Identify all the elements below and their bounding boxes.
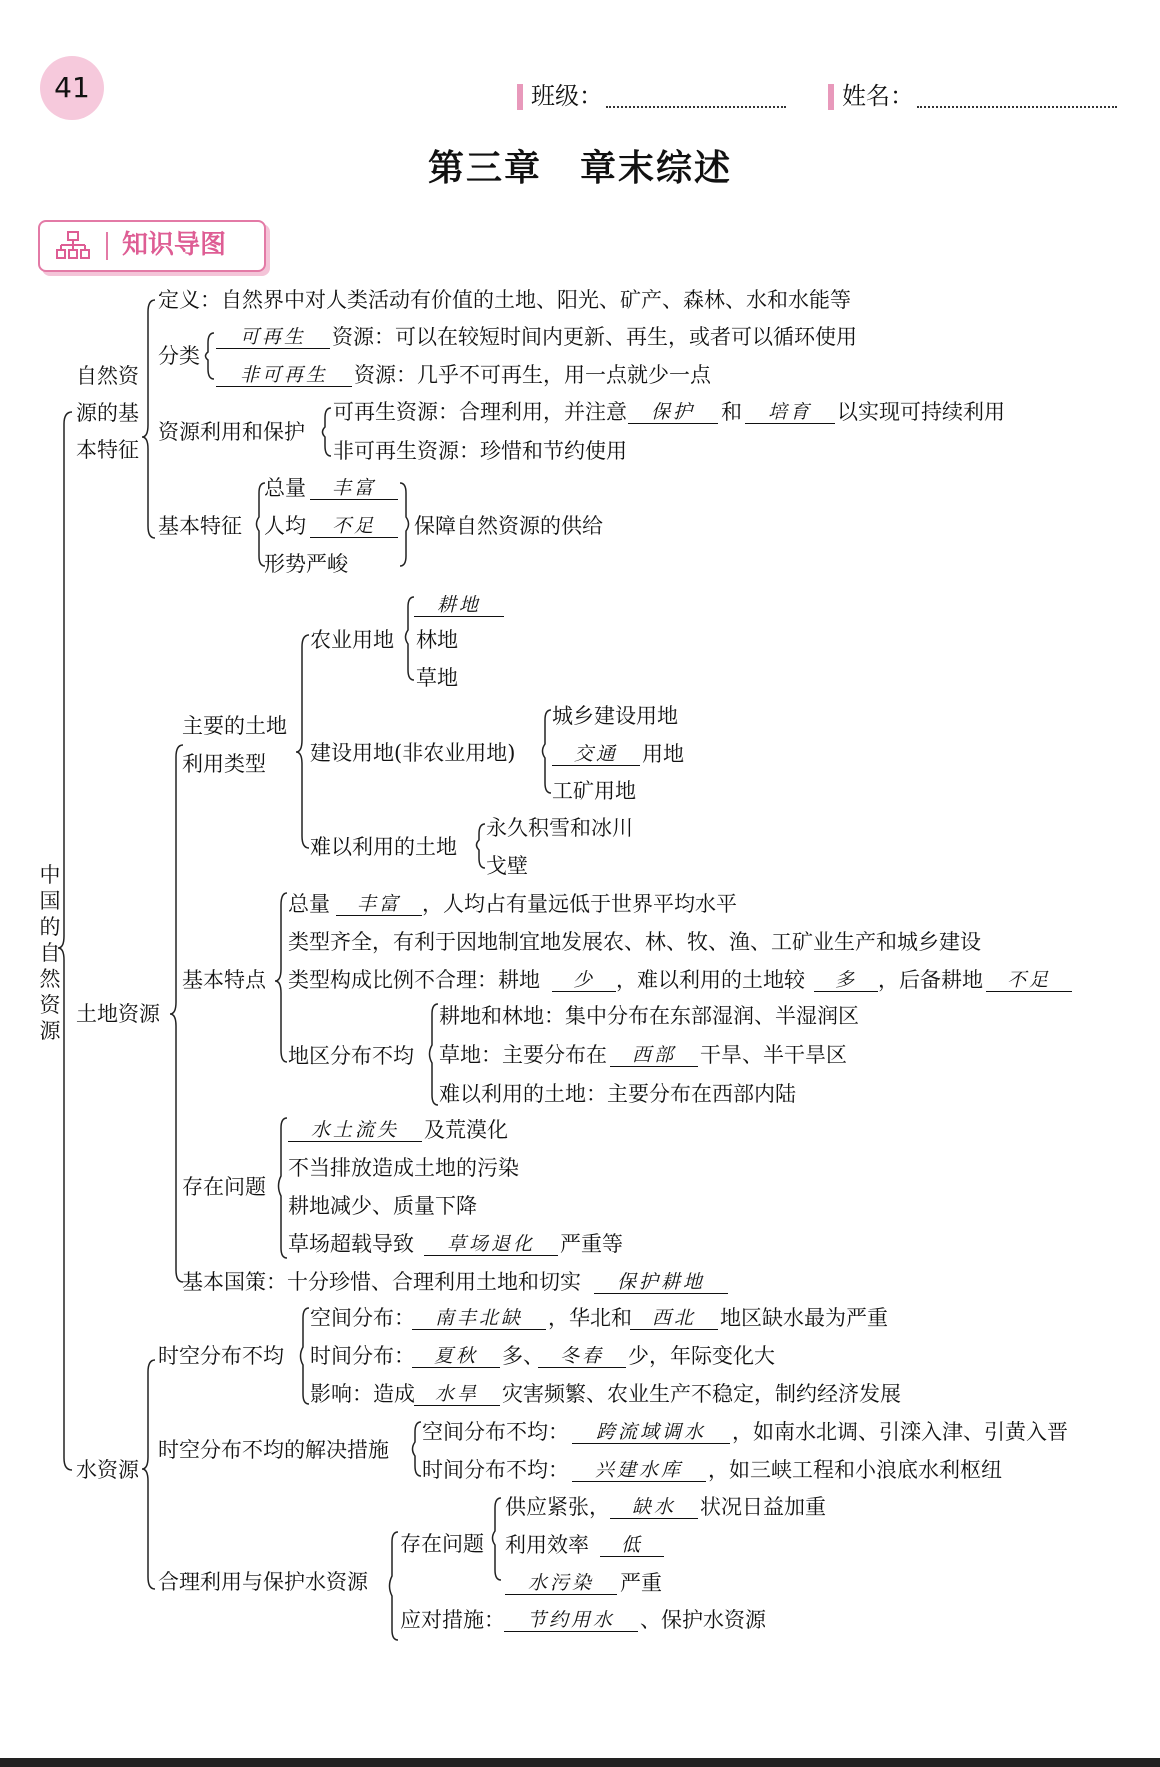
root-label: 中国的自然资源 <box>39 863 61 1043</box>
nat-use-a-pre: 可再生资源：合理利用，并注意 <box>333 400 627 424</box>
water-solve-space-fill: 跨流域调水 <box>572 1421 730 1444</box>
nat-class-a-text: 资源：可以在较短时间内更新、再生，或者可以循环使用 <box>332 325 857 349</box>
land-trait3-fill2: 多 <box>814 969 878 992</box>
bracket-feat-close <box>400 483 409 566</box>
water-space-pre: 空间分布： <box>310 1306 415 1330</box>
bracket-uneven <box>301 1308 310 1404</box>
nat-use-a-and: 和 <box>721 400 742 424</box>
land-dist-c: 难以利用的土地：主要分布在西部内陆 <box>439 1082 796 1106</box>
land-label: 土地资源 <box>76 1002 160 1026</box>
nat-use-a-fill2: 培育 <box>745 401 835 424</box>
land-prob2: 不当排放造成土地的污染 <box>288 1156 519 1180</box>
bottom-edge <box>0 1758 1160 1767</box>
nat-label-line2: 源的基 <box>76 401 139 425</box>
land-trait2: 类型齐全，有利于因地制宜地发展农、林、牧、渔、工矿业生产和城乡建设 <box>288 930 981 954</box>
nat-feat-per-fill: 不足 <box>310 515 398 538</box>
land-dist-b-pre: 草地：主要分布在 <box>439 1043 607 1067</box>
water-issue1-post: 状况日益加重 <box>700 1495 826 1519</box>
water-solve-space-post: ，如南水北调、引滦入津、引黄入晋 <box>732 1420 1068 1444</box>
land-build-c: 工矿用地 <box>552 779 636 803</box>
nat-label-line1: 自然资 <box>76 364 139 388</box>
bracket-protect <box>390 1532 399 1640</box>
nat-class-label: 分类 <box>158 344 200 368</box>
land-prob4-fill: 草场退化 <box>424 1233 558 1256</box>
land-types-line2: 利用类型 <box>182 752 266 776</box>
page-number: 41 <box>40 56 104 120</box>
nat-definition: 定义：自然界中对人类活动有价值的土地、阳光、矿产、森林、水和水能等 <box>158 288 851 312</box>
land-dist-b-post: 干旱、半干旱区 <box>700 1043 847 1067</box>
water-solve-label: 时空分布不均的解决措施 <box>158 1438 389 1462</box>
water-issue1-fill: 缺水 <box>610 1496 698 1519</box>
land-trait1-fill: 丰富 <box>336 893 422 916</box>
nat-use-a-fill1: 保护 <box>628 401 718 424</box>
water-time-mid: 多、 <box>502 1344 544 1368</box>
bracket-class <box>206 333 215 379</box>
bracket-nat <box>142 300 155 538</box>
land-agri-forest: 林地 <box>416 628 458 652</box>
water-effect-pre: 影响：造成 <box>310 1382 415 1406</box>
water-issue-label: 存在问题 <box>400 1532 484 1556</box>
land-build-label: 建设用地(非农业用地) <box>310 741 516 765</box>
water-effect-post: 灾害频繁、农业生产不稳定，制约经济发展 <box>502 1382 901 1406</box>
water-issue2-pre: 利用效率 <box>505 1533 589 1557</box>
bracket-water <box>142 1360 155 1589</box>
bracket-solve <box>413 1422 422 1476</box>
water-measure-fill: 节约用水 <box>504 1609 638 1632</box>
nat-class-b-text: 资源：几乎不可再生，用一点就少一点 <box>354 363 711 387</box>
land-trait1-pre: 总量 <box>288 892 330 916</box>
nat-feat-situation: 形势严峻 <box>264 552 348 576</box>
land-trait3-fill1: 少 <box>552 969 616 992</box>
bracket-traits <box>275 893 287 1062</box>
land-prob1-post: 及荒漠化 <box>424 1118 508 1142</box>
land-prob-label: 存在问题 <box>182 1175 266 1199</box>
water-issue2-fill: 低 <box>600 1534 664 1557</box>
bracket-issue <box>493 1498 502 1580</box>
water-space-fill1: 南丰北缺 <box>412 1307 546 1330</box>
name-label: 姓名： <box>842 82 914 110</box>
water-measure-pre: 应对措施： <box>400 1608 505 1632</box>
land-trait3-mid2: ，后备耕地 <box>878 968 983 992</box>
water-space-mid: ，华北和 <box>548 1306 632 1330</box>
land-dist-label: 地区分布不均 <box>288 1044 414 1068</box>
land-hard-label: 难以利用的土地 <box>310 835 457 859</box>
land-dist-b-fill: 西部 <box>610 1044 698 1067</box>
water-time-fill2: 冬春 <box>538 1345 626 1368</box>
nat-class-a-fill: 可再生 <box>216 326 330 349</box>
class-label: 班级： <box>531 82 603 110</box>
nat-use-label: 资源利用和保护 <box>158 420 305 444</box>
bracket-types <box>296 635 309 848</box>
water-solve-time-post: ，如三峡工程和小浪底水利枢纽 <box>708 1458 1002 1482</box>
land-hard-a: 永久积雪和冰川 <box>486 816 633 840</box>
bracket-prob <box>279 1118 288 1258</box>
bracket-hard <box>477 824 486 868</box>
land-agri-label: 农业用地 <box>310 628 394 652</box>
nat-use-a-post: 以实现可持续利用 <box>837 400 1005 424</box>
land-agri-grass: 草地 <box>416 666 458 690</box>
water-issue1-pre: 供应紧张， <box>505 1495 610 1519</box>
water-label: 水资源 <box>76 1458 139 1482</box>
water-effect-fill: 水旱 <box>414 1383 500 1406</box>
land-prob1-fill: 水土流失 <box>288 1119 422 1142</box>
land-trait3-mid: ，难以利用的土地较 <box>616 968 805 992</box>
badge-label: 知识导图 <box>122 230 227 260</box>
land-agri-fill: 耕地 <box>414 594 504 617</box>
water-space-post: 地区缺水最为严重 <box>720 1306 888 1330</box>
nat-feat-total-fill: 丰富 <box>310 477 398 500</box>
land-trait3-pre: 类型构成比例不合理：耕地 <box>288 968 540 992</box>
land-prob3: 耕地减少、质量下降 <box>288 1194 477 1218</box>
water-issue3-post: 严重 <box>620 1571 662 1595</box>
water-space-fill2: 西北 <box>630 1307 718 1330</box>
water-solve-time-pre: 时间分布不均： <box>422 1458 569 1482</box>
land-build-a: 城乡建设用地 <box>552 704 678 728</box>
land-dist-a: 耕地和林地：集中分布在东部湿润、半湿润区 <box>439 1004 859 1028</box>
land-trait3-fill3: 不足 <box>986 969 1072 992</box>
nat-use-b: 非可再生资源：珍惜和节约使用 <box>333 439 627 463</box>
water-uneven-label: 时空分布不均 <box>158 1344 284 1368</box>
land-policy-fill: 保护耕地 <box>594 1271 728 1294</box>
water-protect-label: 合理利用与保护水资源 <box>158 1570 368 1594</box>
land-types-line1: 主要的土地 <box>182 714 287 738</box>
water-solve-space-pre: 空间分布不均： <box>422 1420 569 1444</box>
nat-class-b-fill: 非可再生 <box>216 364 352 387</box>
land-build-b-fill: 交通 <box>552 743 640 766</box>
land-prob4-pre: 草场超载导致 <box>288 1232 414 1256</box>
nat-feat-label: 基本特征 <box>158 514 242 538</box>
land-trait1-post: ，人均占有量远低于世界平均水平 <box>422 892 737 916</box>
bracket-build <box>543 710 552 793</box>
water-issue3-fill: 水污染 <box>505 1572 617 1595</box>
water-time-post: 少，年际变化大 <box>628 1344 775 1368</box>
land-policy-pre: 基本国策：十分珍惜、合理利用土地和切实 <box>182 1270 581 1294</box>
nat-label-line3: 本特征 <box>76 438 139 462</box>
nat-feat-per: 人均 <box>264 514 306 538</box>
water-measure-post: 、保护水资源 <box>640 1608 766 1632</box>
bracket-land <box>170 745 183 1282</box>
water-time-pre: 时间分布： <box>310 1344 415 1368</box>
nat-feat-result: 保障自然资源的供给 <box>414 514 603 538</box>
land-traits-label: 基本特点 <box>182 968 266 992</box>
bracket-agri <box>406 597 415 680</box>
water-solve-time-fill: 兴建水库 <box>572 1459 706 1482</box>
land-build-b-post: 用地 <box>642 742 684 766</box>
land-hard-b: 戈壁 <box>486 854 528 878</box>
bracket-dist <box>430 1004 439 1105</box>
nat-feat-total: 总量 <box>264 476 306 500</box>
land-prob4-post: 严重等 <box>560 1232 623 1256</box>
water-time-fill1: 夏秋 <box>412 1345 500 1368</box>
bracket-use <box>323 408 332 456</box>
page-title: 第三章 章末综述 <box>427 147 732 189</box>
